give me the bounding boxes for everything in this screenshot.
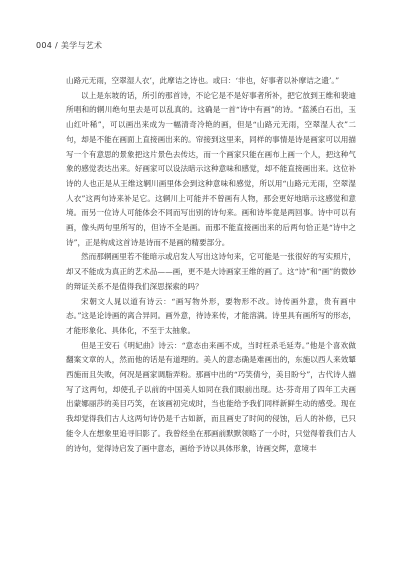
- running-head: [36, 40, 102, 51]
- paragraph: 但是王安石《明妃曲》诗云：“意态由来画不成，当时枉杀毛延寿。”他是个喜欢做翻案文章的人，然而他的话是有道理的。美人的意态确是难画出的，东施以西人来效颦西施而且失败，何况是画家调脂弄粉。那画中出的“巧笑倩兮，美目盼兮”，古代诗人描写了这两句，却使孔子以前的中国美人如同在我们眼前出现。达·芬奇用了四年工夫画出蒙娜丽莎的美目巧笑，在该画初完成时，当也能给予我们同样新鲜生动的感受。现在我却觉得我们古人这两句诗仍是千古如新，而且画史了时间的侵蚀，后人的补修，已只能令人在想象里追寻旧影了。我曾经坐在那画前默默领略了一小时，只觉得着我们古人的诗句，觉得诗启发了画中意态，画给予诗以具体形象，诗画交辉，意境丰: [66, 340, 356, 453]
- paragraph: 宋朝文人晁以道有诗云：“画写物外形，要物形不改。诗传画外意，贵有画中态。”这是论诗画的离合异同。画外意，待诗来传，才能溶满。诗里具有画所写的形态，才能形象化、具体化，不至于太抽象。: [66, 296, 356, 335]
- body-text: [66, 74, 356, 456]
- paragraph: 以上是东坡的话，所引的那首诗，不论它是不是好事者所补，把它放到王维和裴迪所唱和的辋川绝句里去是可以乱真的。这确是一首“诗中有画”的诗。“蓝溪白石出，玉山红叶稀”，可以画出来成为一幅清奇冷艳的画，但是“山路元无雨，空翠湿人衣”二句，却是不能在画面上直接画出来的。帘接到这里来，同样的事情是诗是画家可以用描写一个有意思的景象把这片景色去传达，而一个画家只能在画布上画一个人，把这种气象的感觉表达出来。好画家可以设法暗示这种意味和感觉，却不能直接画出来。这位补诗的人也正是从王维这辋川画里体会到这种意味和感觉，所以用“山路元无雨，空翠湿人衣”这两句诗来补足它。这辋川上可能并不曾画有人物，那会更好地暗示这感觉和意境。而另一位诗人可能体会不同而写出别的诗句来。画和诗毕竟是两回事。诗中可以有画，像头两句里所写的，但诗不全是画。而那不能直接画出来的后两句恰正是“诗中之诗”，正是构成这首诗是诗而不是画的精要部分。: [66, 90, 356, 247]
- book-title: 美学与艺术: [60, 41, 103, 50]
- header-separator: /: [55, 41, 59, 50]
- paragraph: 然而那辋画里若不能暗示或启发人写出这诗句来，它可能是一张很好的写实照片，却又不能成为真正的艺术品——画，更不是大诗画家王维的画了。这“诗”和“画”的微妙的辩证关系不是值得我们深思探索的吗？: [66, 252, 356, 291]
- paragraph: 山路元无雨，空翠湿人衣’，此摩诘之诗也。或曰：‘非也，好事者以补摩诘之遗’。”: [66, 76, 340, 85]
- page-number: 004: [36, 41, 53, 50]
